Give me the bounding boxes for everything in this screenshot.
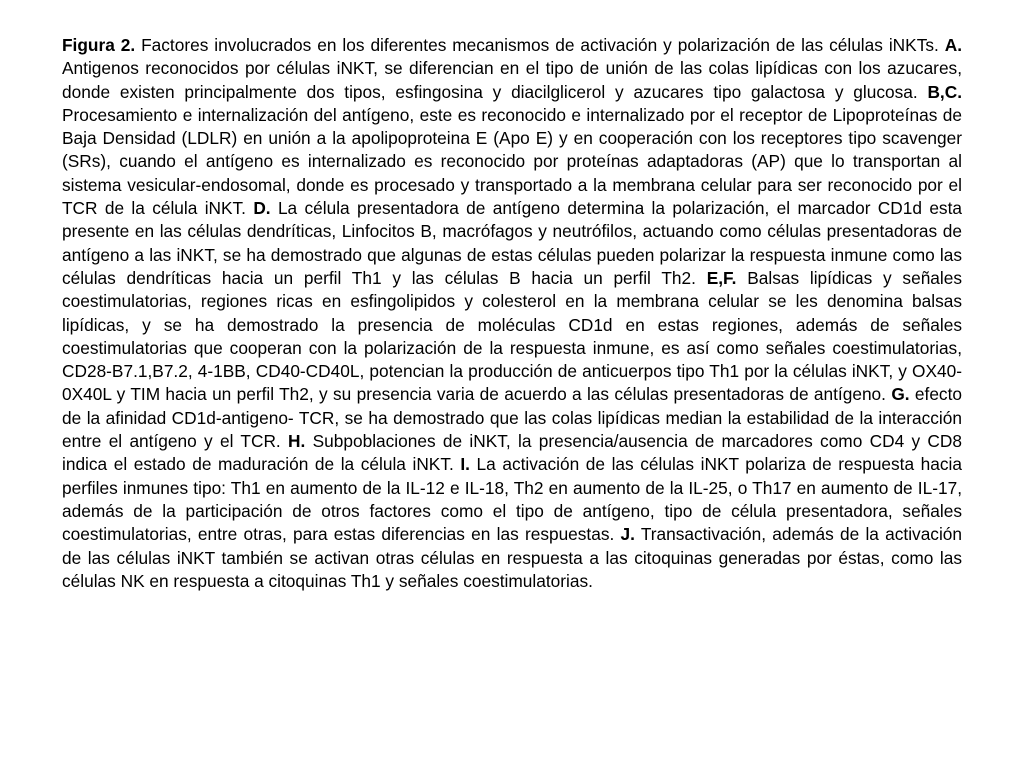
section-label-bc: B,C. xyxy=(927,81,962,102)
section-text-j: Transactivación, además de la activación de las células iNKT también se activan otras células en respuesta a las citoquinas generadas por éstas, como las células NK en respuesta a citoquinas Th1 y señales coestimulatorias. xyxy=(62,524,963,591)
section-text-g: efecto de la afinidad CD1d-antigeno- TCR, se ha demostrado que las colas lipídicas median la estabilidad de la interacción entre el antígeno y el TCR. xyxy=(62,384,962,452)
section-label-j: J. xyxy=(620,524,635,545)
section-text-d: La célula presentadora de antígeno determina la polarización, el marcador CD1d esta presente en las células dendríticas, Linfocitos B, macrófagos y neutrófilos, actuando como células presentadoras de antígeno a las iNKT, se ha demostrado que algunas de estas células pueden polarizar la respuesta inmune como las células dendríticas hacia un perfil Th1 y las células B hacia un perfil Th2. xyxy=(62,198,962,288)
caption-intro: Factores involucrados en los diferentes mecanismos de activación y polarización de las células iNKTs. xyxy=(135,35,945,55)
section-label-i: I. xyxy=(460,454,470,475)
section-label-g: G. xyxy=(891,384,910,405)
section-text-h: Subpoblaciones de iNKT, la presencia/ausencia de marcadores como CD4 y CD8 indica el estado de maduración de la célula iNKT. xyxy=(62,431,963,475)
section-text-ef: Balsas lipídicas y señales coestimulatorias, regiones ricas en esfingolipidos y colesterol en la membrana celular se les denomina balsas lipídicas, y se ha demostrado la presencia de moléculas CD1d en estas regiones, además de señales coestimulatorias que cooperan con la polarización de la respuesta inmune, es así como señales coestimulatorias, CD28-B7.1,B7.2, 4-1BB, CD40-CD40L, potencian la producción de anticuerpos tipo Th1 por la células iNKT, y OX40-0X40L y TIM hacia un perfil Th2, y su presencia varia de acuerdo a las células presentadoras de antígeno. xyxy=(62,267,963,405)
section-text-a: Antigenos reconocidos por células iNKT, se diferencian en el tipo de unión de las colas lipídicas con los azucares, donde existen principalmente dos tipos, esfingosina y diacilglicerol y azucares tipo galactosa y glucosa. xyxy=(62,58,962,102)
section-label-a: A. xyxy=(944,35,962,55)
figure-caption xyxy=(62,34,962,593)
section-label-h: H. xyxy=(288,431,306,452)
section-label-d: D. xyxy=(253,198,271,219)
section-text-bc: Procesamiento e internalización del antígeno, este es reconocido e internalizado por el receptor de Lipoproteínas de Baja Densidad (LDLR) en unión a la apolipoproteina E (Apo E) y en cooperación con los receptores tipo scavenger (SRs), cuando el antígeno es internalizado es reconocido por proteínas adaptadoras (AP) que lo transportan al sistema vesicular-endosomal, donde es procesado y transportado a la membrana celular para ser reconocido por el TCR de la célula iNKT. xyxy=(62,104,962,219)
figure-label: Figura 2. xyxy=(62,35,136,55)
section-text-i: La activación de las células iNKT polariza de respuesta hacia perfiles inmunes tipo: Th1 en aumento de la IL-12 e IL-18, Th2 en aumento de la IL-25, o Th17 en aumento de IL-17, además de la participación de otros factores como el tipo de antígeno, tipo de célula presentadora, señales coestimulatorias, entre otras, para estas diferencias en las respuestas. xyxy=(62,454,962,545)
section-label-ef: E,F. xyxy=(706,267,737,288)
